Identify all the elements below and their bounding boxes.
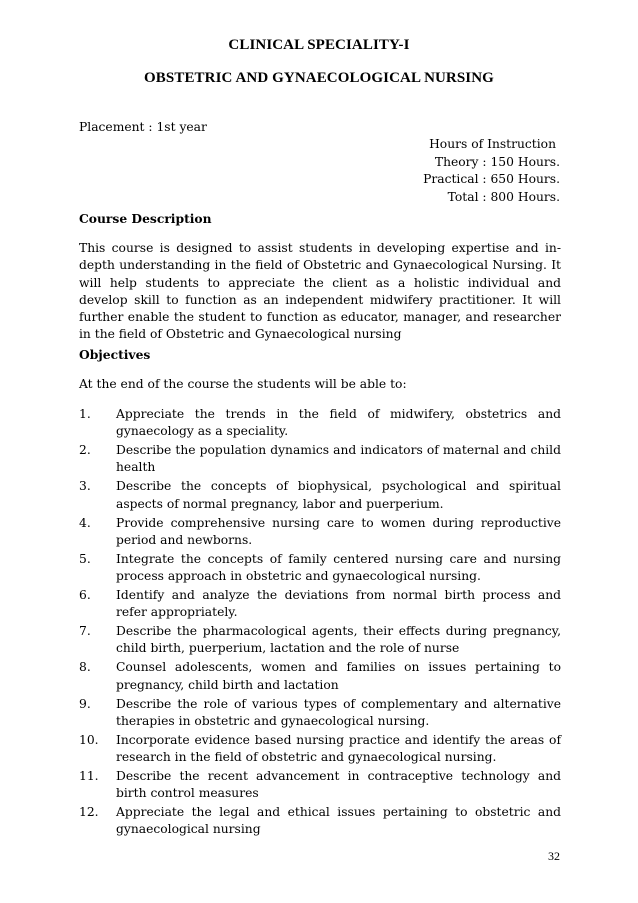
objective-text: Describe the population dynamics and indicators of maternal and child health: [116, 443, 561, 475]
hours-theory: Theory : 150 Hours.: [434, 154, 560, 169]
objective-item: [79, 659, 561, 694]
objective-text: Describe the role of various types of complementary and alternative therapies in obstetric and gynaecological nursing.: [116, 696, 561, 728]
objective-item: [79, 515, 561, 550]
objective-number: 2.: [79, 443, 91, 458]
objective-number: 6.: [79, 587, 91, 602]
hours-title: Hours of Instruction: [429, 137, 556, 151]
objective-text: Describe the concepts of biophysical, psychological and spiritual aspects of normal pregnancy, labor and puerperium.: [116, 479, 561, 511]
document-title: CLINICAL SPECIALITY-I: [228, 37, 410, 53]
objective-text: Integrate the concepts of family centered nursing care and nursing process approach in obstetric and gynaecological nursing.: [116, 551, 561, 584]
objective-item: [79, 696, 561, 731]
objectives-list: [79, 406, 561, 840]
objective-item: [79, 587, 561, 622]
objective-text: Appreciate the trends in the field of midwifery, obstetrics and gynaecology as a speciality.: [116, 407, 561, 439]
objective-item: [79, 478, 561, 513]
objective-item: [79, 623, 561, 658]
objective-item: [79, 804, 561, 839]
objective-number: 7.: [79, 624, 91, 639]
hours-of-instruction: [423, 136, 560, 206]
hours-practical: Practical : 650 Hours.: [423, 172, 560, 186]
objective-text: Appreciate the legal and ethical issues pertaining to obstetric and gynaecological nursing: [116, 805, 561, 837]
objective-text: Provide comprehensive nursing care to women during reproductive period and newborns.: [116, 515, 561, 547]
objective-item: [79, 551, 561, 586]
course-description-text: This course is designed to assist students in developing expertise and in-depth understanding in the field of Obstetric and Gynaecological Nursing. It will help students to appreciate the client as a holistic individual and develop skill to function as an independent midwifery practitioner. It will further enable the student to function as educator, manager, and researcher in the field of Obstetric and Gynaecological nursing: [79, 241, 561, 342]
objective-text: Describe the pharmacological agents, their effects during pregnancy, child birth, puerperium, lactation and the role of nurse: [116, 624, 561, 656]
objective-number: 4.: [79, 515, 91, 530]
objective-number: 8.: [79, 660, 91, 675]
objective-text: Incorporate evidence based nursing practice and identify the areas of research in the field of obstetric and gynaecological nursing.: [116, 732, 561, 764]
objectives-heading: Objectives: [79, 347, 151, 362]
objective-number: 12.: [79, 805, 99, 820]
placement-text: Placement : 1st year: [79, 120, 207, 134]
objective-number: 1.: [79, 407, 91, 421]
objective-number: 11.: [79, 768, 99, 783]
objective-text: Identify and analyze the deviations from normal birth process and refer appropriately.: [116, 587, 561, 620]
page-number: 32: [548, 849, 560, 863]
objective-number: 9.: [79, 696, 91, 711]
objective-item: [79, 442, 561, 477]
objective-item: [79, 732, 561, 767]
objective-text: Describe the recent advancement in contraceptive technology and birth control measures: [116, 768, 561, 801]
document-subtitle: OBSTETRIC AND GYNAECOLOGICAL NURSING: [144, 70, 494, 86]
objective-number: 3.: [79, 479, 91, 494]
objective-item: [79, 768, 561, 803]
objective-number: 5.: [79, 551, 91, 566]
objective-text: Counsel adolescents, women and families on issues pertaining to pregnancy, child birth and lactation: [116, 660, 561, 692]
objective-item: [79, 406, 561, 441]
hours-total: Total : 800 Hours.: [447, 189, 560, 204]
objective-number: 10.: [79, 732, 99, 747]
course-description-heading: Course Description: [79, 211, 212, 226]
objectives-intro: At the end of the course the students will be able to:: [79, 377, 407, 391]
